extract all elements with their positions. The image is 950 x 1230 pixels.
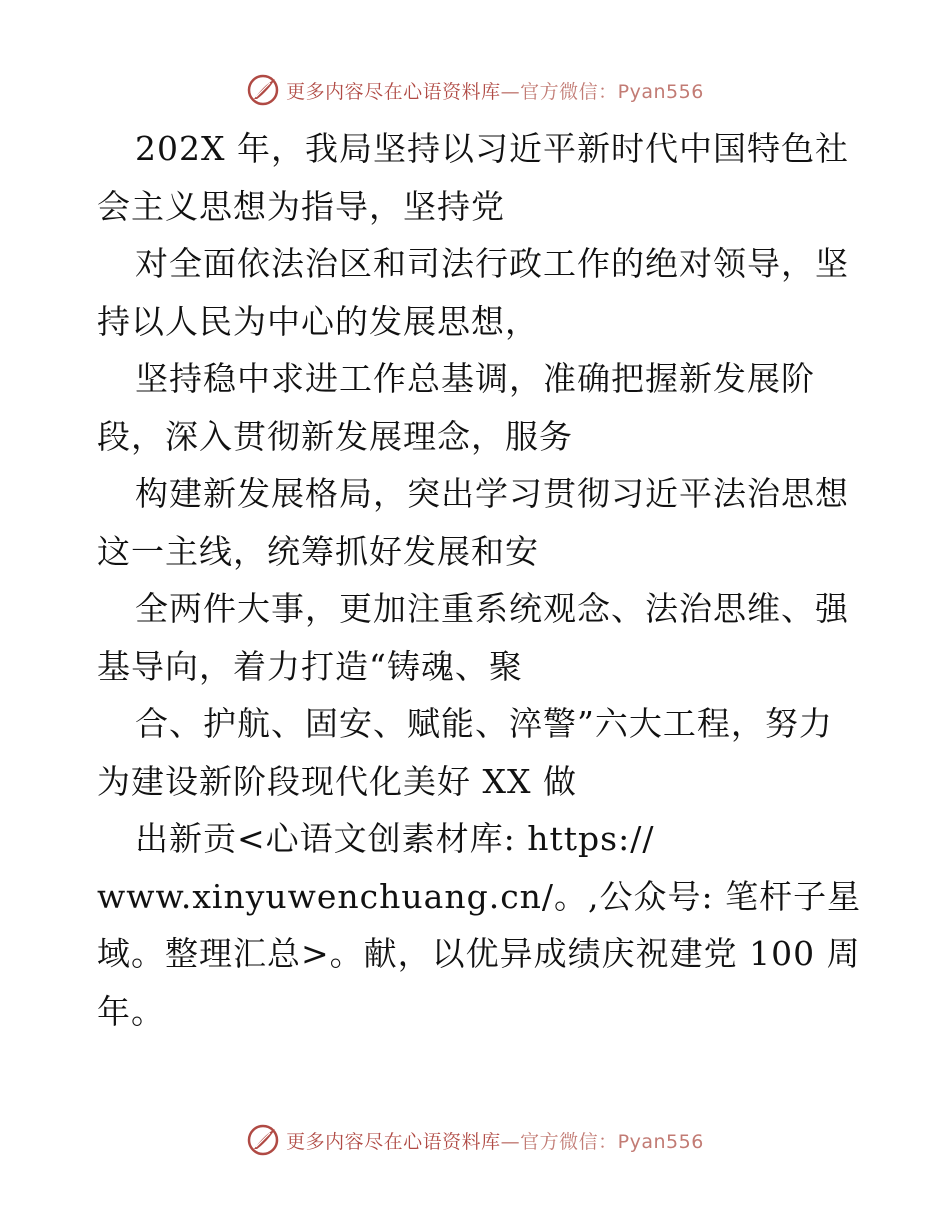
paragraph-line: 出新贡<心语文创素材库: https:// bbox=[135, 819, 655, 858]
paragraph-line: 202X 年，我局坚持以习近平新时代中国特色社 bbox=[135, 129, 849, 168]
paragraph-line: 这一主线，统筹抓好发展和安 bbox=[97, 531, 539, 571]
paragraph-line: 全两件大事，更加注重系统观念、法治思维、强 bbox=[135, 589, 849, 628]
paragraph-line: 段，深入贯彻新发展理念，服务 bbox=[97, 416, 573, 456]
paragraph-line: 坚持稳中求进工作总基调，准确把握新发展阶 bbox=[135, 359, 815, 398]
paragraph-line: 构建新发展格局，突出学习贯彻习近平法治思想 bbox=[135, 474, 849, 513]
document-body bbox=[97, 120, 862, 1040]
paragraph-line: 为建设新阶段现代化美好 XX 做 bbox=[97, 761, 577, 801]
paragraph-line: 域。整理汇总>。献，以优异成绩庆祝建党 100 周 bbox=[97, 934, 861, 973]
paragraph-line: 会主义思想为指导，坚持党 bbox=[97, 186, 505, 226]
paragraph-line: 对全面依法治区和司法行政工作的绝对领导，坚 bbox=[135, 244, 849, 283]
footer-watermark bbox=[0, 1118, 950, 1162]
paragraph-line: 基导向，着力打造“铸魂、聚 bbox=[97, 646, 523, 686]
watermark-text: 更多内容尽在心语资料库—官方微信：Pyan556 bbox=[286, 80, 704, 103]
feather-pen-circle-icon bbox=[246, 73, 280, 107]
paragraph-line: 合、护航、固安、赋能、淬警”六大工程，努力 bbox=[135, 704, 833, 743]
paragraph-line: www.xinyuwenchuang.cn/。,公众号: 笔杆子星 bbox=[97, 876, 862, 916]
feather-pen-circle-icon bbox=[246, 1123, 280, 1157]
paragraph-line: 年。 bbox=[97, 991, 165, 1031]
header-watermark bbox=[0, 68, 950, 112]
paragraph-line: 持以人民为中心的发展思想， bbox=[97, 301, 539, 341]
watermark-text: 更多内容尽在心语资料库—官方微信：Pyan556 bbox=[286, 1130, 704, 1153]
